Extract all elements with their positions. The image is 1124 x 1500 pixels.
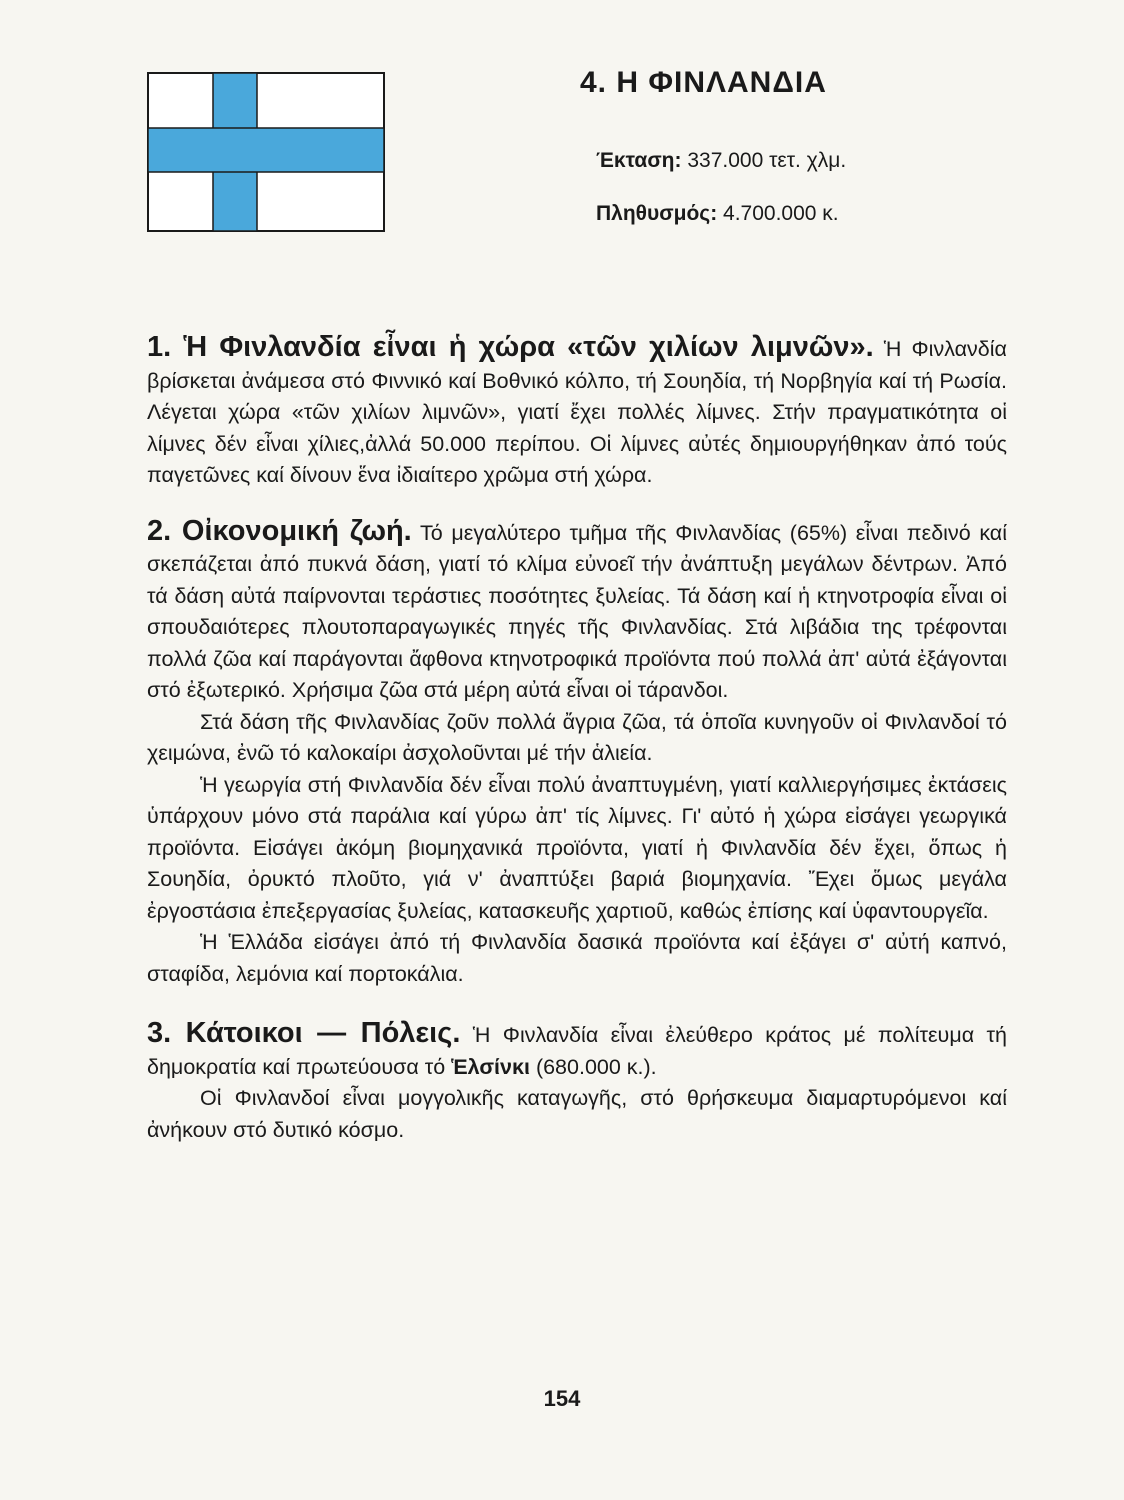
section-1-paragraph xyxy=(147,332,1007,492)
finland-flag xyxy=(147,72,385,232)
area-value: 337.000 τετ. χλμ. xyxy=(681,149,847,172)
section-2-paragraph-1 xyxy=(147,516,1007,707)
section-2-paragraph-3: Ἡ γεωργία στή Φινλανδία δέν εἶναι πολύ ἀναπτυγμένη, γιατί καλλιεργήσιμες ἐκτάσεις ὑπάρχουν μόνο στά παράλια καί γύρω ἀπ' τίς λίμνες. Γι' αὐτό ἡ χώρα εἰσάγει γεωργικά προϊόντα. Εἰσάγει ἀκόμη βιομηχανικά προϊόντα, γιατί ἡ Φινλανδία δέν ἔχει, ὅπως ἡ Σουηδία, ὀρυκτό πλοῦτο, γιά ν' ἀναπτύξει βαριά βιομηχανία. Ἔχει ὅμως μεγάλα ἐργοστάσια ἐπεξεργασίας ξυλείας, κατασκευῆς χαρτιοῦ, καθώς ἐπίσης καί ὑφαντουργεῖα. xyxy=(147,772,1007,923)
page-number: 154 xyxy=(543,1386,581,1411)
section-2-heading: 2. Οἰκονομική ζωή. xyxy=(147,514,412,547)
population-stat xyxy=(596,202,839,226)
section-3-heading: 3. Κάτοικοι — Πόλεις. xyxy=(147,1017,461,1049)
section-2-paragraph-2: Στά δάση τῆς Φινλανδίας ζοῦν πολλά ἄγρια ζῶα, τά ὁποῖα κυνηγοῦν οἱ Φινλανδοί τό χειμώνα, ἐνῶ τό καλοκαίρι ἀσχολοῦνται μέ τήν ἁλιεία. xyxy=(147,709,1007,765)
flag-cross-center xyxy=(214,129,256,171)
flag-cross-horizontal xyxy=(148,128,384,172)
section-1-heading: 1. Ἡ Φινλανδία εἶναι ἡ χώρα «τῶν χιλίων λιμνῶν». xyxy=(147,331,874,363)
area-label: Έκταση: xyxy=(596,149,682,172)
article-body xyxy=(147,332,1007,1146)
section-3-paragraph-1 xyxy=(147,1018,1007,1083)
page-title: 4. Η ΦΙΝΛΑΝΔΙΑ xyxy=(580,66,827,99)
area-stat xyxy=(596,149,846,173)
section-3-paragraph-2: Οἱ Φινλανδοί εἶναι μογγολικῆς καταγωγῆς, στό θρήσκευμα διαμαρτυρόμενοι καί ἀνήκουν στό δυτικό κόσμο. xyxy=(147,1086,1007,1142)
section-2-paragraph-4: Ἡ Ἑλλάδα εἰσάγει ἀπό τή Φινλανδία δασικά προϊόντα καί ἐξάγει σ' αὐτή καπνό, σταφίδα, λεμόνια καί πορτοκάλια. xyxy=(147,930,1007,986)
section-1-text: Ἡ Φινλανδία βρίσκεται ἀνάμεσα στό Φιννικό καί Βοθνικό κόλπο, τή Σουηδία, τή Νορβηγία καί τή Ρωσία. Λέγεται χώρα «τῶν χιλίων λιμνῶν», γιατί ἔχει πολλές λίμνες. Στήν πραγματικότητα οἱ λίμνες δέν εἶναι χίλιες,ἀλλά 50.000 περίπου. Οἱ λίμνες αὐτές δημιουργήθηκαν ἀπό τούς παγετῶνες καί δίνουν ἕνα ἰδιαίτερο χρῶμα στή χώρα. xyxy=(147,337,1007,487)
section-2-text-1: Τό μεγαλύτερο τμῆμα τῆς Φινλανδίας (65%) εἶναι πεδινό καί σκεπάζεται ἀπό πυκνά δάση, γιατί τό κλίμα εὐνοεῖ τήν ἀνάπτυξη μεγάλων δέντρων. Ἀπό τά δάση αὐτά παίρνονται τεράστιες ποσότητες ξυλείας. Τά δάση καί ἡ κτηνοτροφία εἶναι οἱ σπουδαιότερες πλουτοπαραγωγικές πηγές τῆς Φινλανδίας. Στά λιβάδια της τρέφονται πολλά ζῶα καί παράγονται ἄφθονα κτηνοτροφικά προϊόντα πού πολλά ἀπ' αὐτά ἐξάγονται στό ἐξωτερικό. Χρήσιμα ζῶα στά μέρη αὐτά εἶναι οἱ τάρανδοι. xyxy=(147,520,1008,702)
section-3-text-pre: Ἡ Φινλανδία εἶναι ἐλεύθερο κράτος μέ πολίτευμα τή δημοκρατία καί πρωτεύουσα τό xyxy=(147,1023,1007,1079)
section-3-text-post: (680.000 κ.). xyxy=(529,1054,657,1079)
population-value: 4.700.000 κ. xyxy=(717,202,839,225)
population-label: Πληθυσμός: xyxy=(596,202,718,225)
capital-name: Ἑλσίνκι xyxy=(451,1054,530,1079)
